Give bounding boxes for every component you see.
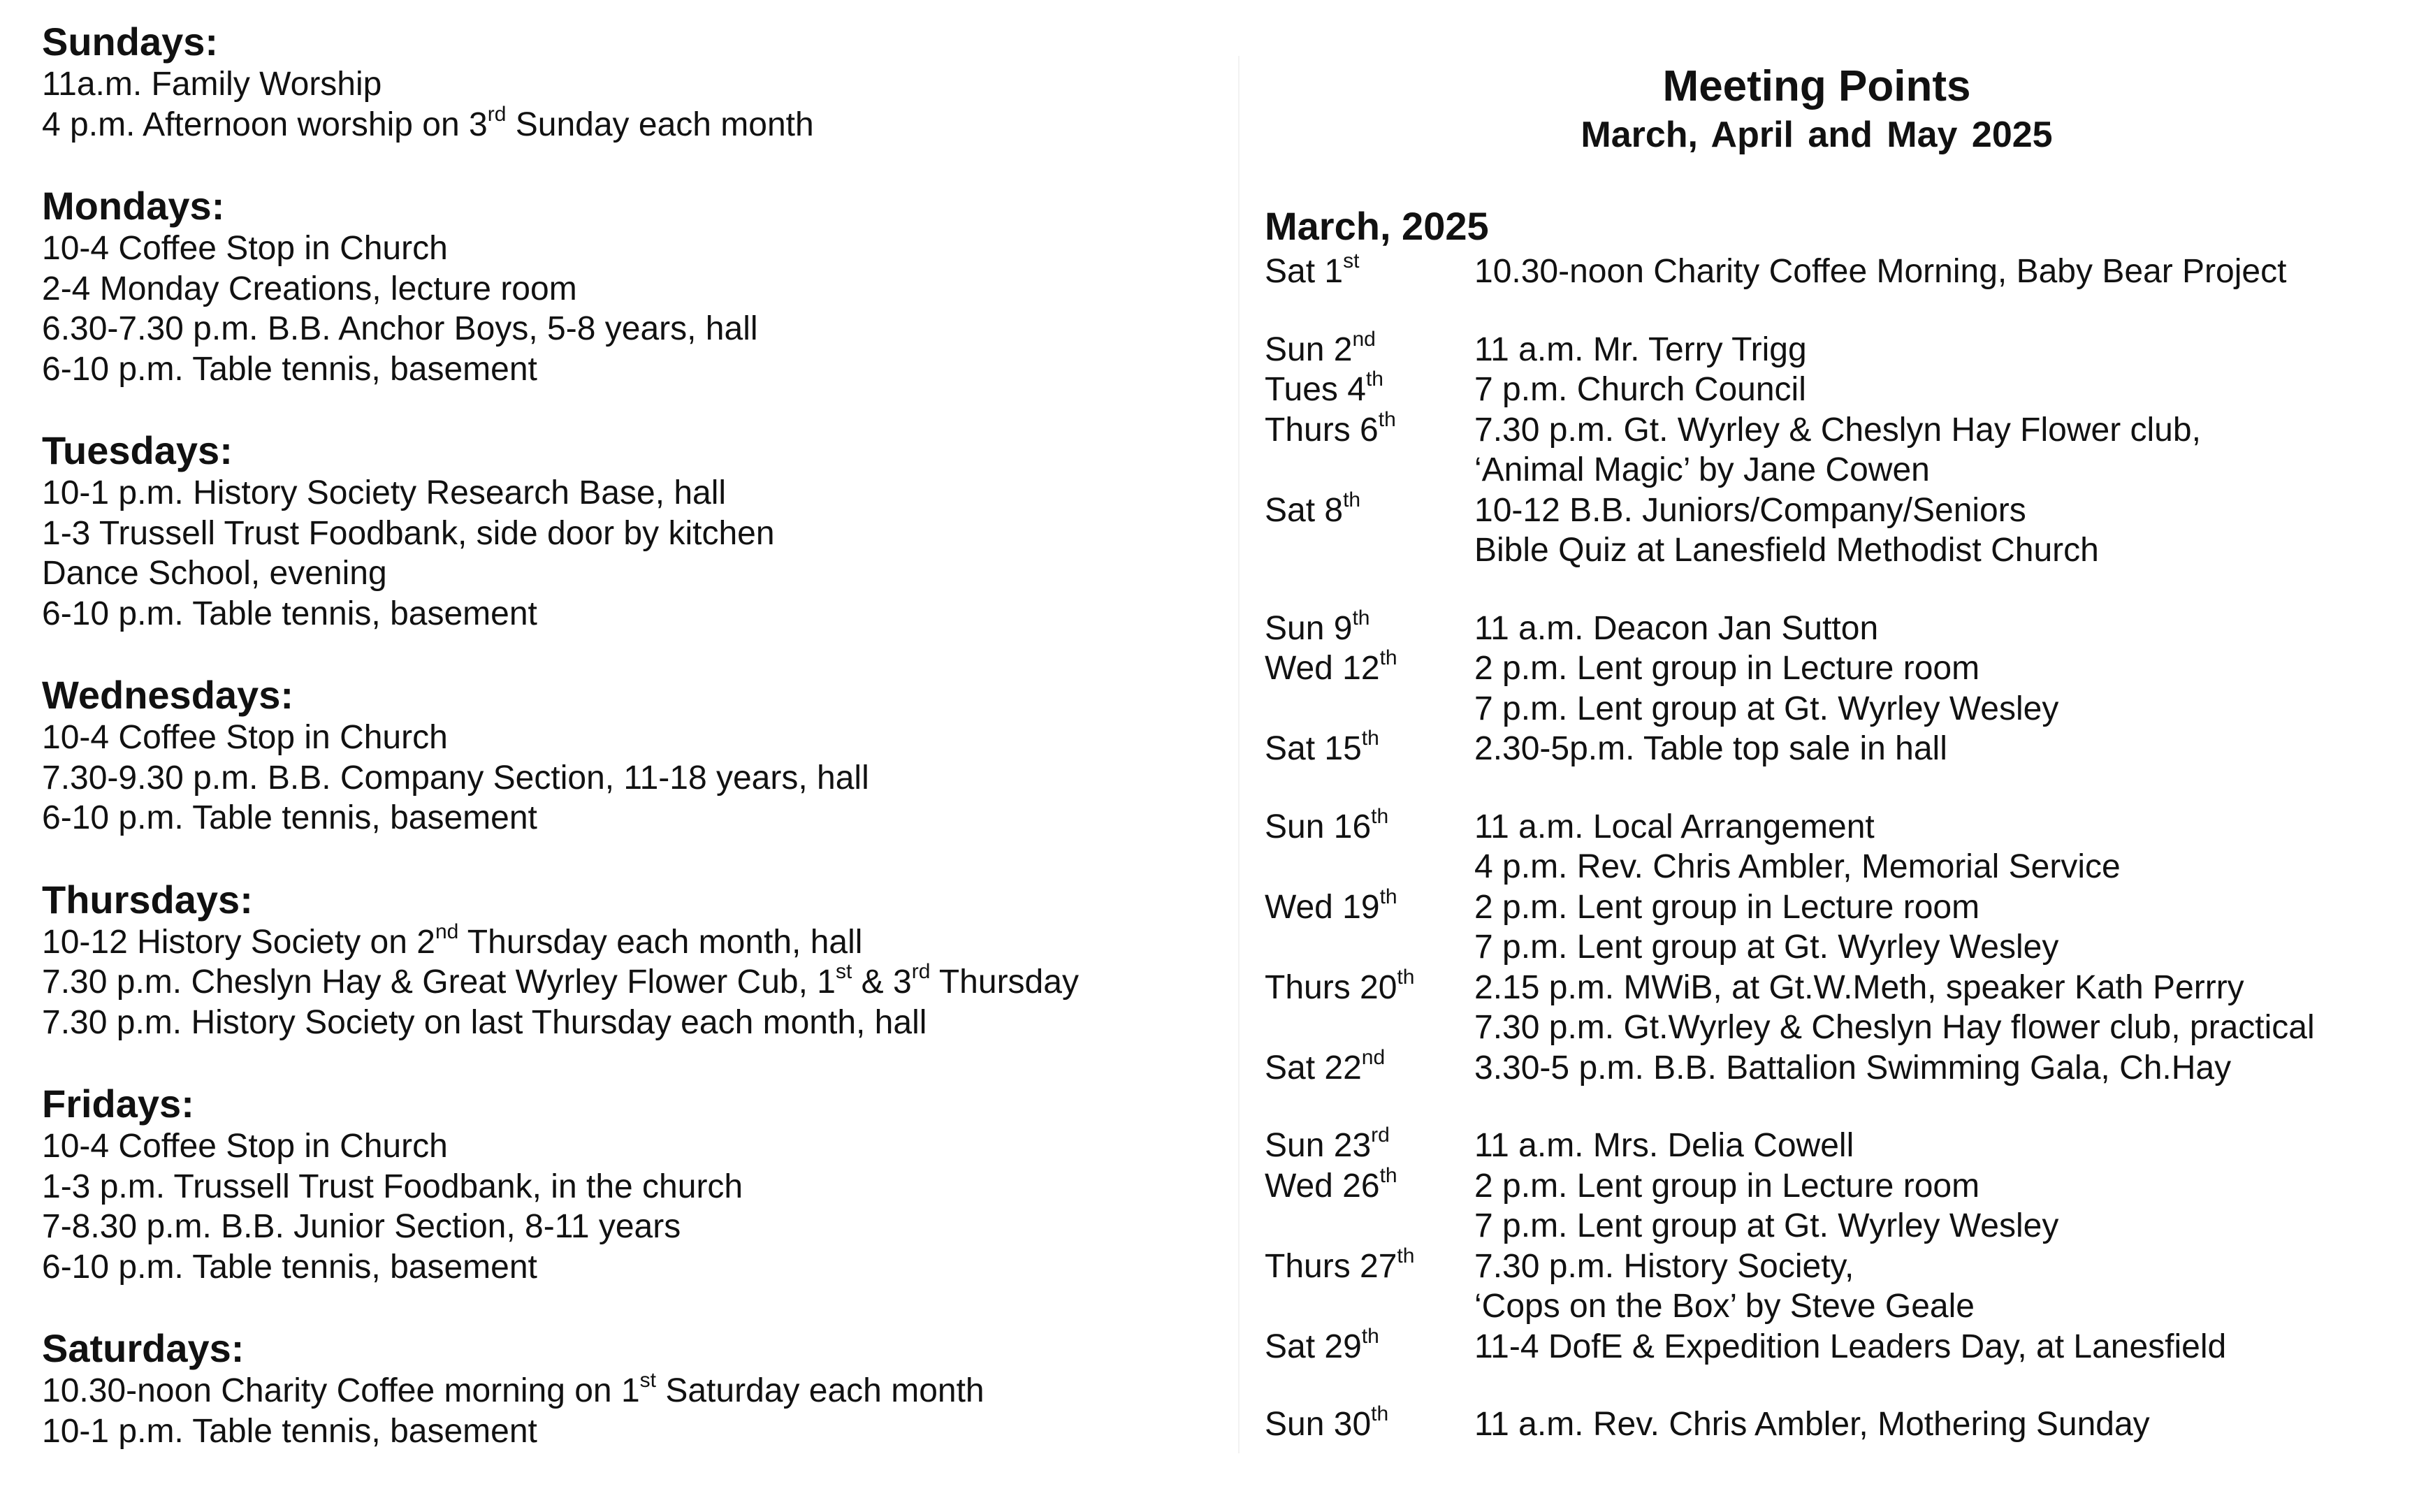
superscript-suffix: th <box>1379 646 1397 669</box>
event-date: Wed 12th <box>1265 646 1397 687</box>
event-line: 10-12 B.B. Juniors/Company/Seniors <box>1474 491 2026 529</box>
day-block <box>42 184 1188 389</box>
schedule-item: 6-10 p.m. Table tennis, basement <box>42 595 537 632</box>
event-date: Thurs 6th <box>1265 407 1396 449</box>
event-line: 10.30-noon Charity Coffee Morning, Baby Bear Project <box>1474 253 2287 290</box>
event-line: 7.30 p.m. History Society, <box>1474 1247 1854 1285</box>
day-heading: Thursdays: <box>42 877 253 922</box>
day-block <box>42 1326 1188 1451</box>
schedule-item: 2-4 Monday Creations, lecture room <box>42 270 577 307</box>
event-description <box>1474 1246 2397 1327</box>
event-date: Sat 15th <box>1265 727 1379 767</box>
event-row <box>1265 407 2397 490</box>
event-row <box>1265 370 2397 410</box>
event-line: 2 p.m. Lent group in Lecture room <box>1474 1167 1980 1205</box>
day-block <box>42 1082 1188 1287</box>
event-description <box>1474 1166 2397 1246</box>
event-row <box>1265 1126 2397 1166</box>
event-row <box>1265 1045 2397 1089</box>
document-subtitle: March, April and May 2025 <box>1581 115 2053 155</box>
event-date: Thurs 27th <box>1265 1244 1415 1285</box>
event-line: 4 p.m. Rev. Chris Ambler, Memorial Service <box>1474 848 2121 885</box>
month-heading: March, 2025 <box>1265 204 1489 248</box>
superscript-suffix: th <box>1397 965 1415 989</box>
event-description <box>1474 1048 2397 1089</box>
event-date: Tues 4th <box>1265 368 1383 408</box>
event-date: Sun 23rd <box>1265 1124 1390 1164</box>
event-line: 7 p.m. Church Council <box>1474 371 1806 408</box>
schedule-item: 11a.m. Family Worship <box>42 66 382 103</box>
day-heading: Saturdays: <box>42 1326 245 1370</box>
schedule-item: 10-1 p.m. Table tennis, basement <box>42 1412 537 1450</box>
event-line: 2.30-5p.m. Table top sale in hall <box>1474 730 1947 767</box>
event-date: Sat 29th <box>1265 1324 1379 1365</box>
superscript-suffix: nd <box>1352 327 1376 351</box>
day-block <box>42 673 1188 838</box>
event-line: ‘Cops on the Box’ by Steve Geale <box>1474 1288 1975 1325</box>
event-row <box>1265 327 2397 370</box>
superscript-suffix: th <box>1365 368 1383 391</box>
event-date: Sun 9th <box>1265 606 1370 647</box>
event-description <box>1474 490 2397 571</box>
schedule-item: 10-4 Coffee Stop in Church <box>42 719 448 756</box>
superscript-suffix: st <box>1343 249 1360 272</box>
day-heading: Fridays: <box>42 1082 194 1126</box>
schedule-item: 7-8.30 p.m. B.B. Junior Section, 8-11 years <box>42 1208 681 1245</box>
event-row <box>1265 1163 2397 1246</box>
superscript-suffix: rd <box>487 102 507 126</box>
superscript-suffix: th <box>1371 1402 1389 1425</box>
schedule-item: 10-4 Coffee Stop in Church <box>42 230 448 267</box>
superscript-suffix: st <box>639 1369 656 1392</box>
event-row <box>1265 1246 2397 1327</box>
weekly-schedule <box>42 20 1188 1490</box>
superscript-suffix: th <box>1352 606 1370 630</box>
event-date: Sun 16th <box>1265 804 1389 845</box>
event-description <box>1474 1327 2397 1367</box>
event-line: 2.15 p.m. MWiB, at Gt.W.Meth, speaker Kath Perrry <box>1474 968 2244 1006</box>
document-title: Meeting Points <box>1662 62 1971 110</box>
event-line: 11-4 DofE & Expedition Leaders Day, at Lanesfield <box>1474 1328 2227 1365</box>
event-row <box>1265 606 2397 649</box>
event-date: Sun 30th <box>1265 1402 1389 1443</box>
event-line: 3.30-5 p.m. B.B. Battalion Swimming Gala, Ch.Hay <box>1474 1049 2232 1086</box>
event-date: Sat 1st <box>1265 249 1360 290</box>
superscript-suffix: st <box>835 960 852 983</box>
event-description <box>1474 410 2397 490</box>
event-row <box>1265 804 2397 887</box>
event-line: 7 p.m. Lent group at Gt. Wyrley Wesley <box>1474 1207 2059 1244</box>
schedule-item: 7.30 p.m. Cheslyn Hay & Great Wyrley Flower Cub, 1st & 3rd Thursday <box>42 960 1079 1001</box>
event-date: Thurs 20th <box>1265 965 1415 1006</box>
event-row <box>1265 729 2397 769</box>
day-heading: Wednesdays: <box>42 673 293 717</box>
schedule-item: 1-3 p.m. Trussell Trust Foodbank, in the church <box>42 1168 743 1205</box>
superscript-suffix: rd <box>911 960 931 983</box>
event-description <box>1474 807 2397 887</box>
superscript-suffix: th <box>1343 488 1361 511</box>
event-description <box>1474 370 2397 410</box>
schedule-item: 10-1 p.m. History Society Research Base, hall <box>42 474 727 511</box>
superscript-suffix: th <box>1379 885 1397 908</box>
schedule-item: 6-10 p.m. Table tennis, basement <box>42 799 537 836</box>
event-description <box>1474 887 2397 968</box>
event-row <box>1265 1404 2397 1445</box>
event-description <box>1474 648 2397 729</box>
day-heading: Sundays: <box>42 20 219 64</box>
day-heading: Mondays: <box>42 184 225 228</box>
schedule-item: 7.30-9.30 p.m. B.B. Company Section, 11-18 years, hall <box>42 759 869 797</box>
superscript-suffix: nd <box>1361 1045 1386 1069</box>
schedule-item: 10-4 Coffee Stop in Church <box>42 1128 448 1165</box>
event-list <box>1265 249 2397 1445</box>
event-line: 11 a.m. Rev. Chris Ambler, Mothering Sunday <box>1474 1406 2150 1443</box>
event-row <box>1265 249 2397 292</box>
schedule-item: 6.30-7.30 p.m. B.B. Anchor Boys, 5-8 years, hall <box>42 310 758 347</box>
event-row <box>1265 965 2397 1048</box>
event-description <box>1474 968 2397 1048</box>
event-description <box>1474 1126 2397 1166</box>
superscript-suffix: th <box>1397 1244 1415 1267</box>
schedule-item: Dance School, evening <box>42 555 387 592</box>
superscript-suffix: th <box>1361 1324 1379 1348</box>
event-description <box>1474 252 2397 292</box>
day-heading: Tuesdays: <box>42 428 233 472</box>
event-line: 7 p.m. Lent group at Gt. Wyrley Wesley <box>1474 690 2059 727</box>
event-description <box>1474 1404 2397 1445</box>
event-row <box>1265 1324 2397 1367</box>
schedule-item: 10.30-noon Charity Coffee morning on 1st Saturday each month <box>42 1369 985 1409</box>
superscript-suffix: nd <box>435 919 459 943</box>
superscript-suffix: th <box>1361 727 1379 750</box>
schedule-item: 1-3 Trussell Trust Foodbank, side door by kitchen <box>42 514 775 552</box>
event-date: Wed 26th <box>1265 1163 1397 1205</box>
schedule-item: 7.30 p.m. History Society on last Thursday each month, hall <box>42 1003 927 1041</box>
event-row <box>1265 490 2397 571</box>
event-line: 11 a.m. Local Arrangement <box>1474 808 1875 845</box>
event-row <box>1265 887 2397 968</box>
day-block <box>42 20 1188 145</box>
event-line: 2 p.m. Lent group in Lecture room <box>1474 888 1980 926</box>
event-date: Wed 19th <box>1265 885 1397 926</box>
page-fold-divider <box>1238 56 1240 1453</box>
day-block <box>42 878 1188 1043</box>
event-date: Sun 2nd <box>1265 327 1376 368</box>
event-row <box>1265 648 2397 729</box>
event-description <box>1474 609 2397 649</box>
event-line: 7 p.m. Lent group at Gt. Wyrley Wesley <box>1474 929 2059 966</box>
schedule-item: 4 p.m. Afternoon worship on 3rd Sunday each month <box>42 102 814 143</box>
superscript-suffix: th <box>1371 804 1389 828</box>
event-line: ‘Animal Magic’ by Jane Cowen <box>1474 451 1930 488</box>
event-description <box>1474 330 2397 370</box>
event-line: 7.30 p.m. Gt.Wyrley & Cheslyn Hay flower club, practical <box>1474 1009 2315 1046</box>
day-block <box>42 428 1188 634</box>
event-line: 11 a.m. Mr. Terry Trigg <box>1474 330 1807 368</box>
schedule-item: 6-10 p.m. Table tennis, basement <box>42 1248 537 1286</box>
event-date: Sat 22nd <box>1265 1045 1386 1086</box>
superscript-suffix: th <box>1378 407 1396 431</box>
event-line: Bible Quiz at Lanesfield Methodist Church <box>1474 532 2099 569</box>
event-date: Sat 8th <box>1265 488 1361 529</box>
event-description <box>1474 729 2397 769</box>
event-line: 2 p.m. Lent group in Lecture room <box>1474 650 1980 687</box>
event-line: 11 a.m. Mrs. Delia Cowell <box>1474 1127 1854 1164</box>
schedule-item: 10-12 History Society on 2nd Thursday each month, hall <box>42 919 863 961</box>
superscript-suffix: rd <box>1371 1124 1390 1147</box>
event-line: 11 a.m. Deacon Jan Sutton <box>1474 609 1879 647</box>
event-line: 7.30 p.m. Gt. Wyrley & Cheslyn Hay Flower club, <box>1474 411 2201 449</box>
superscript-suffix: th <box>1379 1163 1397 1187</box>
schedule-item: 6-10 p.m. Table tennis, basement <box>42 350 537 388</box>
